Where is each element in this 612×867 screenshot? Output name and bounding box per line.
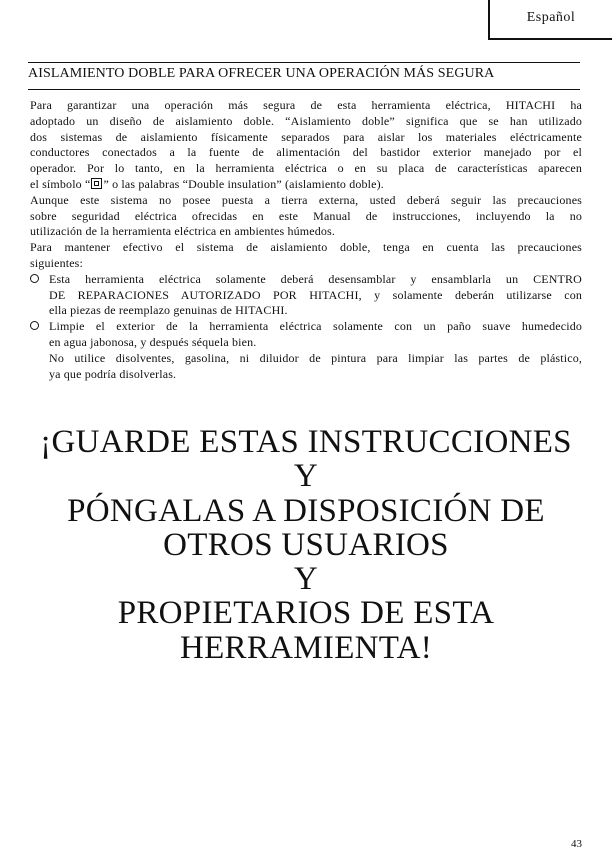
paragraph-grounding: [30, 193, 582, 240]
text-line: DE REPARACIONES AUTORIZADO POR HITACHI, y solamente deberán utilizarse con: [49, 287, 582, 302]
text-line: siguientes:: [30, 255, 83, 270]
list-item: [30, 319, 582, 382]
text-line: No utilice disolventes, gasolina, ni diluidor de pintura para limpiar las partes de plástico,: [49, 350, 582, 365]
text-line: Aunque este sistema no posee puesta a tierra externa, usted deberá seguir las precauciones: [30, 192, 582, 207]
closing-line: Y: [293, 561, 319, 598]
closing-line: PÓNGALAS A DISPOSICIÓN DE: [67, 492, 545, 529]
text-line: Para mantener efectivo el sistema de aislamiento doble, tenga en cuenta las precauciones: [30, 240, 582, 255]
text-fragment: el símbolo “: [30, 176, 91, 191]
text-line: Esta herramienta eléctrica solamente deberá desensamblar y ensamblarla un CENTRO: [49, 271, 582, 286]
language-tab: [488, 0, 612, 40]
section-rule-top: [28, 62, 580, 63]
closing-line: PROPIETARIOS DE ESTA: [117, 595, 495, 632]
text-line: Para garantizar una operación más segura de esta herramienta eléctrica, HITACHI ha: [30, 98, 582, 112]
section-title: AISLAMIENTO DOBLE PARA OFRECER UNA OPERACIÓN MÁS SEGURA: [28, 66, 495, 81]
section-rule-bottom: [28, 89, 580, 90]
closing-line: OTROS USUARIOS: [163, 526, 449, 563]
paragraph-precautions-intro: [30, 240, 582, 272]
text-line: ya que podría disolverlas.: [49, 366, 177, 381]
text-line: operador. Por lo tanto, en la herramienta eléctrica o en su placa de características aparecen: [30, 161, 582, 176]
text-line: en agua jabonosa, y después séquela bien.: [49, 334, 257, 349]
circle-bullet-icon: [30, 321, 39, 330]
text-line: sobre seguridad eléctrica ofrecidas en este Manual de instrucciones, incluyendo la no: [30, 208, 582, 223]
closing-line: ¡GUARDE ESTAS INSTRUCCIONES: [40, 424, 572, 460]
text-line: [30, 177, 582, 193]
language-label: Español: [526, 10, 576, 25]
text-line: dos sistemas de aislamiento físicamente separados para aislar los materiales eléctricamente: [30, 129, 582, 144]
circle-bullet-icon: [30, 274, 39, 283]
body-text: [30, 98, 582, 382]
text-line: utilización de la herramienta eléctrica en ambientes húmedos.: [30, 224, 336, 239]
paragraph-double-insulation: [30, 98, 582, 193]
double-insulation-symbol-icon: [91, 178, 102, 189]
closing-line: HERRAMIENTA!: [179, 629, 433, 666]
page-number: 43: [571, 838, 582, 850]
closing-statement: [0, 425, 612, 665]
closing-line: Y: [293, 458, 319, 495]
text-line: adoptado un diseño de aislamiento doble. “Aislamiento doble” significa que se han utilizado: [30, 113, 582, 128]
text-line: ella piezas de reemplazo genuinas de HITACHI.: [49, 303, 288, 318]
list-item: [30, 272, 582, 319]
text-line: Limpie el exterior de la herramienta eléctrica solamente con un paño suave humedecido: [49, 319, 582, 334]
text-line: conductores conectados a la fuente de alimentación del bastidor exterior manejado por el: [30, 145, 582, 160]
text-fragment: ” o las palabras “Double insulation” (aislamiento doble).: [103, 176, 384, 191]
